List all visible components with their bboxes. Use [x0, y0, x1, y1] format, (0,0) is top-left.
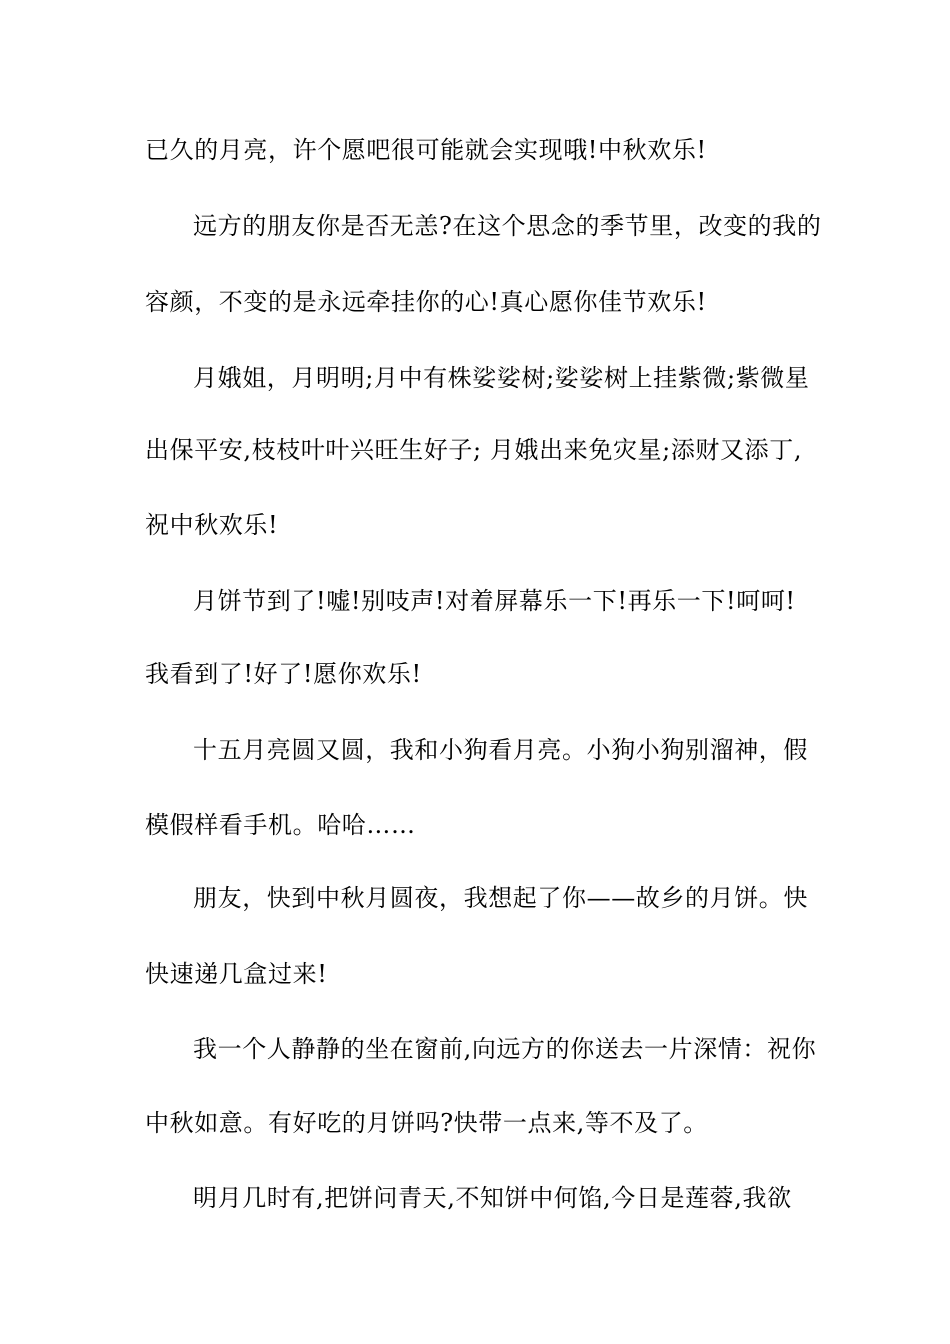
text-line: 中秋如意。有好吃的月饼吗?快带一点来,等不及了。	[145, 1109, 708, 1137]
paragraph-start-line: 十五月亮圆又圆，我和小狗看月亮。小狗小狗别溜神，假	[193, 736, 808, 764]
text-line: 我看到了!好了!愿你欢乐!	[145, 660, 422, 688]
paragraph-start-line: 月娥姐，月明明;月中有株娑娑树;娑娑树上挂紫微;紫微星	[193, 364, 810, 392]
text-line: 出保平安,枝枝叶叶兴旺生好子; 月娥出来免灾星;添财又添丁,	[145, 436, 803, 464]
text-line: 已久的月亮，许个愿吧很可能就会实现哦!中秋欢乐!	[145, 136, 707, 164]
paragraph-start-line: 远方的朋友你是否无恙?在这个思念的季节里，改变的我的	[193, 212, 822, 240]
paragraph-start-line: 明月几时有,把饼问青天,不知饼中何馅,今日是莲蓉,我欲	[193, 1184, 792, 1212]
text-line: 模假样看手机。哈哈……	[145, 811, 416, 839]
text-line: 容颜，不变的是永远牵挂你的心!真心愿你佳节欢乐!	[145, 288, 707, 316]
paragraph-start-line: 我一个人静静的坐在窗前,向远方的你送去一片深情：祝你	[193, 1035, 817, 1063]
text-line: 快速递几盒过来!	[145, 960, 328, 988]
paragraph-start-line: 朋友，快到中秋月圆夜，我想起了你——故乡的月饼。快	[193, 884, 808, 912]
paragraph-start-line: 月饼节到了!嘘!别吱声!对着屏幕乐一下!再乐一下!呵呵!	[193, 587, 796, 615]
text-line: 祝中秋欢乐!	[145, 511, 279, 539]
